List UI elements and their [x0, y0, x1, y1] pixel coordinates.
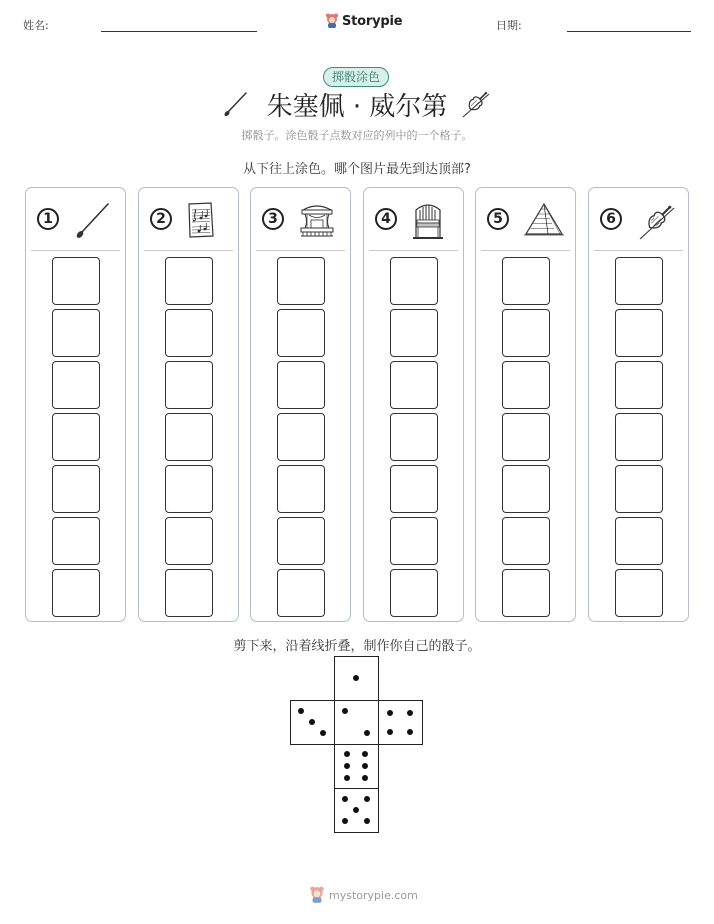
- cell[interactable]: [277, 309, 325, 357]
- column-number: 1: [37, 208, 59, 230]
- cell[interactable]: [277, 465, 325, 513]
- cell[interactable]: [615, 413, 663, 461]
- cut-instruction-text: 剪下来，沿着线折叠，制作你自己的骰子。: [233, 639, 481, 654]
- page-title: 朱塞佩 · 威尔第: [266, 92, 448, 122]
- column-3: [250, 187, 351, 622]
- cell[interactable]: [277, 517, 325, 565]
- cell[interactable]: [165, 465, 213, 513]
- pip: [364, 730, 370, 736]
- column-1: [25, 187, 126, 622]
- violin-icon: [635, 200, 677, 242]
- pip: [320, 730, 326, 736]
- column-divider: [594, 250, 683, 251]
- pip: [364, 818, 370, 824]
- die-face-4: [378, 700, 423, 745]
- cell[interactable]: [165, 257, 213, 305]
- cell[interactable]: [615, 465, 663, 513]
- rules-text: 掷骰子。涂色骰子点数对应的列中的一个格子。: [241, 129, 473, 142]
- cell[interactable]: [390, 413, 438, 461]
- cell[interactable]: [277, 569, 325, 617]
- cell[interactable]: [390, 257, 438, 305]
- pip: [353, 807, 359, 813]
- pip: [362, 775, 368, 781]
- pip: [353, 675, 359, 681]
- brand-logo: [325, 13, 402, 29]
- cell[interactable]: [615, 361, 663, 409]
- pip: [362, 751, 368, 757]
- pip: [364, 796, 370, 802]
- pip: [344, 763, 350, 769]
- cell[interactable]: [502, 309, 550, 357]
- cell[interactable]: [52, 569, 100, 617]
- column-divider: [256, 250, 345, 251]
- pip: [298, 708, 304, 714]
- column-divider: [31, 250, 120, 251]
- column-divider: [481, 250, 570, 251]
- footer: [309, 886, 418, 904]
- cell[interactable]: [502, 361, 550, 409]
- cell[interactable]: [52, 309, 100, 357]
- cell[interactable]: [277, 413, 325, 461]
- cell[interactable]: [615, 309, 663, 357]
- cell[interactable]: [390, 361, 438, 409]
- column-2: [138, 187, 239, 622]
- pip: [344, 751, 350, 757]
- column-number: 6: [600, 208, 622, 230]
- column-number: 5: [487, 208, 509, 230]
- die-face-5: [334, 788, 379, 833]
- die-face-6: [334, 744, 379, 789]
- column-number: 3: [262, 208, 284, 230]
- instruction-text: 从下往上涂色。哪个图片最先到达顶部?: [243, 162, 471, 177]
- storypie-mascot-icon: [309, 886, 325, 904]
- cell[interactable]: [502, 257, 550, 305]
- cell[interactable]: [165, 309, 213, 357]
- cell[interactable]: [52, 465, 100, 513]
- pipe-organ-icon: [410, 200, 446, 240]
- cell[interactable]: [390, 569, 438, 617]
- cell[interactable]: [52, 517, 100, 565]
- pip: [407, 729, 413, 735]
- violin-icon: [457, 88, 493, 120]
- pyramid-icon: [522, 200, 566, 240]
- column-divider: [369, 250, 458, 251]
- pip: [387, 729, 393, 735]
- column-number: 2: [150, 208, 172, 230]
- date-field-line[interactable]: [567, 31, 691, 32]
- cell[interactable]: [165, 569, 213, 617]
- cell[interactable]: [502, 569, 550, 617]
- cell[interactable]: [277, 361, 325, 409]
- activity-tag: 掷骰涂色: [323, 67, 389, 87]
- cell[interactable]: [165, 517, 213, 565]
- cell[interactable]: [615, 257, 663, 305]
- pip: [407, 710, 413, 716]
- cell[interactable]: [502, 517, 550, 565]
- column-divider: [144, 250, 233, 251]
- column-4: [363, 187, 464, 622]
- cell[interactable]: [52, 361, 100, 409]
- cell[interactable]: [615, 569, 663, 617]
- cell[interactable]: [52, 257, 100, 305]
- cell[interactable]: [390, 517, 438, 565]
- cell[interactable]: [390, 309, 438, 357]
- die-face-3: [290, 700, 335, 745]
- pip: [342, 818, 348, 824]
- name-label: 姓名:: [23, 19, 49, 32]
- cell[interactable]: [165, 361, 213, 409]
- die-face-2: [334, 700, 379, 745]
- baton-icon: [72, 200, 112, 242]
- column-5: [475, 187, 576, 622]
- name-field-line[interactable]: [101, 31, 257, 32]
- cell[interactable]: [277, 257, 325, 305]
- sheet-music-icon: [185, 200, 217, 240]
- column-number: 4: [375, 208, 397, 230]
- opera-house-icon: [297, 200, 337, 240]
- date-label: 日期:: [496, 19, 522, 32]
- pip: [362, 763, 368, 769]
- cell[interactable]: [52, 413, 100, 461]
- die-face-1: [334, 656, 379, 701]
- cell[interactable]: [502, 465, 550, 513]
- pip: [342, 708, 348, 714]
- cell[interactable]: [390, 465, 438, 513]
- cell[interactable]: [502, 413, 550, 461]
- pip: [342, 796, 348, 802]
- brand-name: Storypie: [342, 13, 403, 29]
- cell[interactable]: [165, 413, 213, 461]
- column-6: [588, 187, 689, 622]
- pip: [387, 710, 393, 716]
- footer-url: mystorypie.com: [329, 888, 418, 902]
- pip: [309, 719, 315, 725]
- pip: [344, 775, 350, 781]
- cell[interactable]: [615, 517, 663, 565]
- storypie-mascot-icon: [325, 13, 339, 29]
